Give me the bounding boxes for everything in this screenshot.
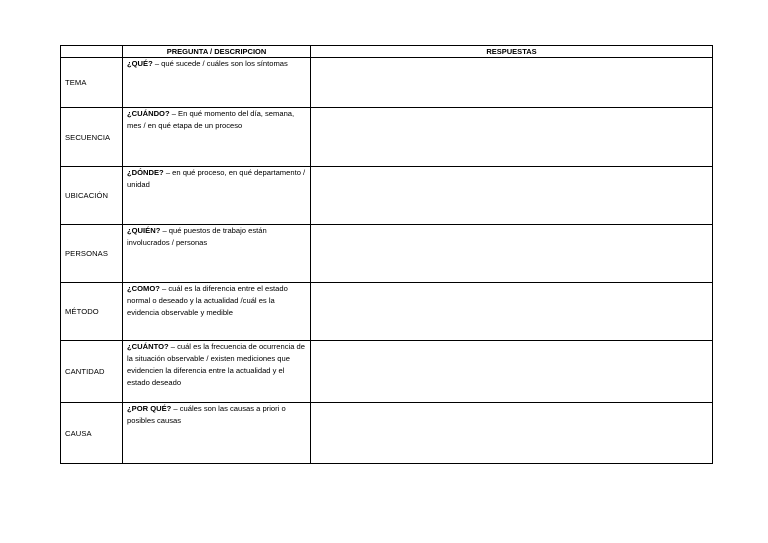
row-question: ¿COMO? <box>127 284 160 293</box>
row-label: CAUSA <box>61 403 123 464</box>
row-label: CANTIDAD <box>61 341 123 403</box>
row-description <box>123 341 311 403</box>
answer-cell[interactable] <box>311 283 713 341</box>
row-question: ¿DÓNDE? <box>127 168 164 177</box>
row-description <box>123 108 311 167</box>
row-description <box>123 167 311 225</box>
answer-cell[interactable] <box>311 225 713 283</box>
table-row-causa <box>61 403 713 464</box>
row-description-text: – cuál es la frecuencia de ocurrencia de la situación observable / existen mediciones que evidencien la diferencia entre la actualidad y el estado deseado <box>127 342 305 387</box>
header-question-cell: PREGUNTA / DESCRIPCION <box>123 46 311 58</box>
analysis-table <box>60 45 713 464</box>
row-label: UBICACIÓN <box>61 167 123 225</box>
answer-cell[interactable] <box>311 403 713 464</box>
table-row-ubicacion <box>61 167 713 225</box>
row-label: PERSONAS <box>61 225 123 283</box>
row-description-text: – qué sucede / cuáles son los síntomas <box>152 59 288 68</box>
answer-cell[interactable] <box>311 58 713 108</box>
row-question: ¿POR QUÉ? <box>127 404 172 413</box>
answer-cell[interactable] <box>311 341 713 403</box>
row-description <box>123 225 311 283</box>
row-description-text: – En qué momento del día, semana, mes / en qué etapa de un proceso <box>127 109 295 130</box>
row-description-text: – en qué proceso, en qué departamento / unidad <box>127 168 306 189</box>
row-description-text: – qué puestos de trabajo están involucrados / personas <box>127 226 267 247</box>
table-row-cantidad <box>61 341 713 403</box>
row-description-text: – cuál es la diferencia entre el estado normal o deseado y la actualidad /cuál es la evidencia observable y medible <box>127 284 288 317</box>
row-description <box>123 283 311 341</box>
answer-cell[interactable] <box>311 167 713 225</box>
row-label: SECUENCIA <box>61 108 123 167</box>
row-description-text: – cuáles son las causas a priori o posibles causas <box>127 404 286 425</box>
table-row-personas <box>61 225 713 283</box>
header-row <box>61 46 713 58</box>
row-question: ¿CUÁNDO? <box>127 109 170 118</box>
table-row-secuencia <box>61 108 713 167</box>
header-answers-cell: RESPUESTAS <box>311 46 713 58</box>
row-label: MÉTODO <box>61 283 123 341</box>
row-description <box>123 58 311 108</box>
table-row-tema <box>61 58 713 108</box>
header-label-cell <box>61 46 123 58</box>
row-question: ¿QUÉ? <box>127 59 153 68</box>
row-label: TEMA <box>61 58 123 108</box>
row-question: ¿CUÁNTO? <box>127 342 169 351</box>
answer-cell[interactable] <box>311 108 713 167</box>
table-row-metodo <box>61 283 713 341</box>
row-question: ¿QUIÉN? <box>127 226 161 235</box>
row-description <box>123 403 311 464</box>
